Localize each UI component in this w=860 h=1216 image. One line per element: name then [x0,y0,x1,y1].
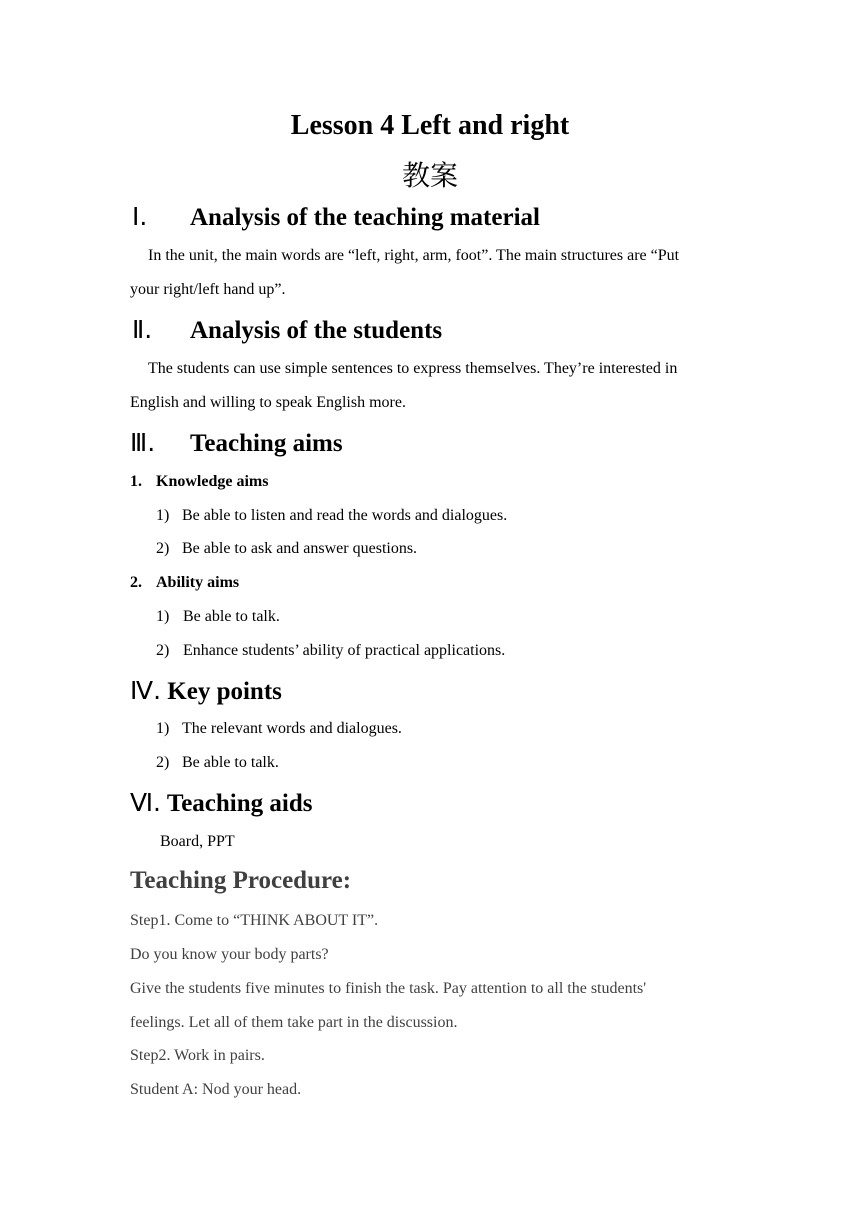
procedure-line-4: feelings. Let all of them take part in the discussion. [130,1014,458,1031]
ability-aim-item-2 [156,642,505,660]
section-2-title: Analysis of the students [190,317,443,344]
section-4-title: Key points [167,678,282,705]
key-point-item-2 [156,754,279,772]
teaching-aids-text: Board, PPT [160,833,235,850]
section-2-text-line-1: The students can use simple sentences to express themselves. They’re interested in [148,360,678,377]
procedure-line-6: Student A: Nod your head. [130,1081,302,1098]
section-3-heading [130,428,343,458]
ability-aims-number: 2. [130,574,142,591]
procedure-line-2: Do you know your body parts? [130,946,329,963]
knowledge-aims-heading [130,473,268,491]
knowledge-aim-item-2 [156,540,417,558]
list-text: The relevant words and dialogues. [182,720,402,737]
section-3-title: Teaching aims [190,430,343,457]
list-text: Be able to ask and answer questions. [182,540,418,557]
section-3-numeral: Ⅲ. [130,428,156,457]
section-2-numeral: Ⅱ. [132,315,153,344]
section-2-heading [132,315,442,345]
section-1-text-line-2: your right/left hand up”. [130,281,286,298]
section-1-title: Analysis of the teaching material [190,204,540,231]
document-title: Lesson 4 Left and right [290,110,570,141]
list-number: 1) [156,608,170,625]
list-text: Be able to listen and read the words and dialogues. [182,507,508,524]
ability-aims-label: Ability aims [156,574,240,591]
section-6-title: Teaching aids [166,790,313,817]
procedure-line-1: Step1. Come to “THINK ABOUT IT”. [130,912,379,929]
document-subtitle: 教案 [401,159,458,192]
key-point-item-1 [156,720,402,738]
section-1-numeral: Ⅰ. [132,202,148,231]
knowledge-aims-number: 1. [130,473,142,490]
section-1-text-line-1: In the unit, the main words are “left, right, arm, foot”. The main structures are “Put [148,247,680,264]
list-number: 2) [156,754,170,771]
list-text: Enhance students’ ability of practical applications. [183,642,506,659]
section-1-heading [132,202,540,232]
procedure-line-3: Give the students five minutes to finish the task. Pay attention to all the students' [130,980,647,997]
ability-aims-heading [130,574,239,592]
procedure-line-5: Step2. Work in pairs. [130,1047,265,1064]
list-number: 2) [156,540,170,557]
section-4-numeral: Ⅳ. [130,676,162,705]
list-text: Be able to talk. [183,608,280,625]
list-number: 2) [156,642,170,659]
knowledge-aim-item-1 [156,507,507,525]
section-2-text-line-2: English and willing to speak English more. [130,394,406,411]
list-number: 1) [156,507,170,524]
list-text: Be able to talk. [182,754,279,771]
list-number: 1) [156,720,170,737]
section-4-heading [130,676,282,706]
section-6-heading [130,788,312,818]
knowledge-aims-label: Knowledge aims [156,473,269,490]
procedure-heading: Teaching Procedure: [130,867,352,894]
section-6-numeral: Ⅵ. [130,788,162,817]
ability-aim-item-1 [156,608,280,626]
